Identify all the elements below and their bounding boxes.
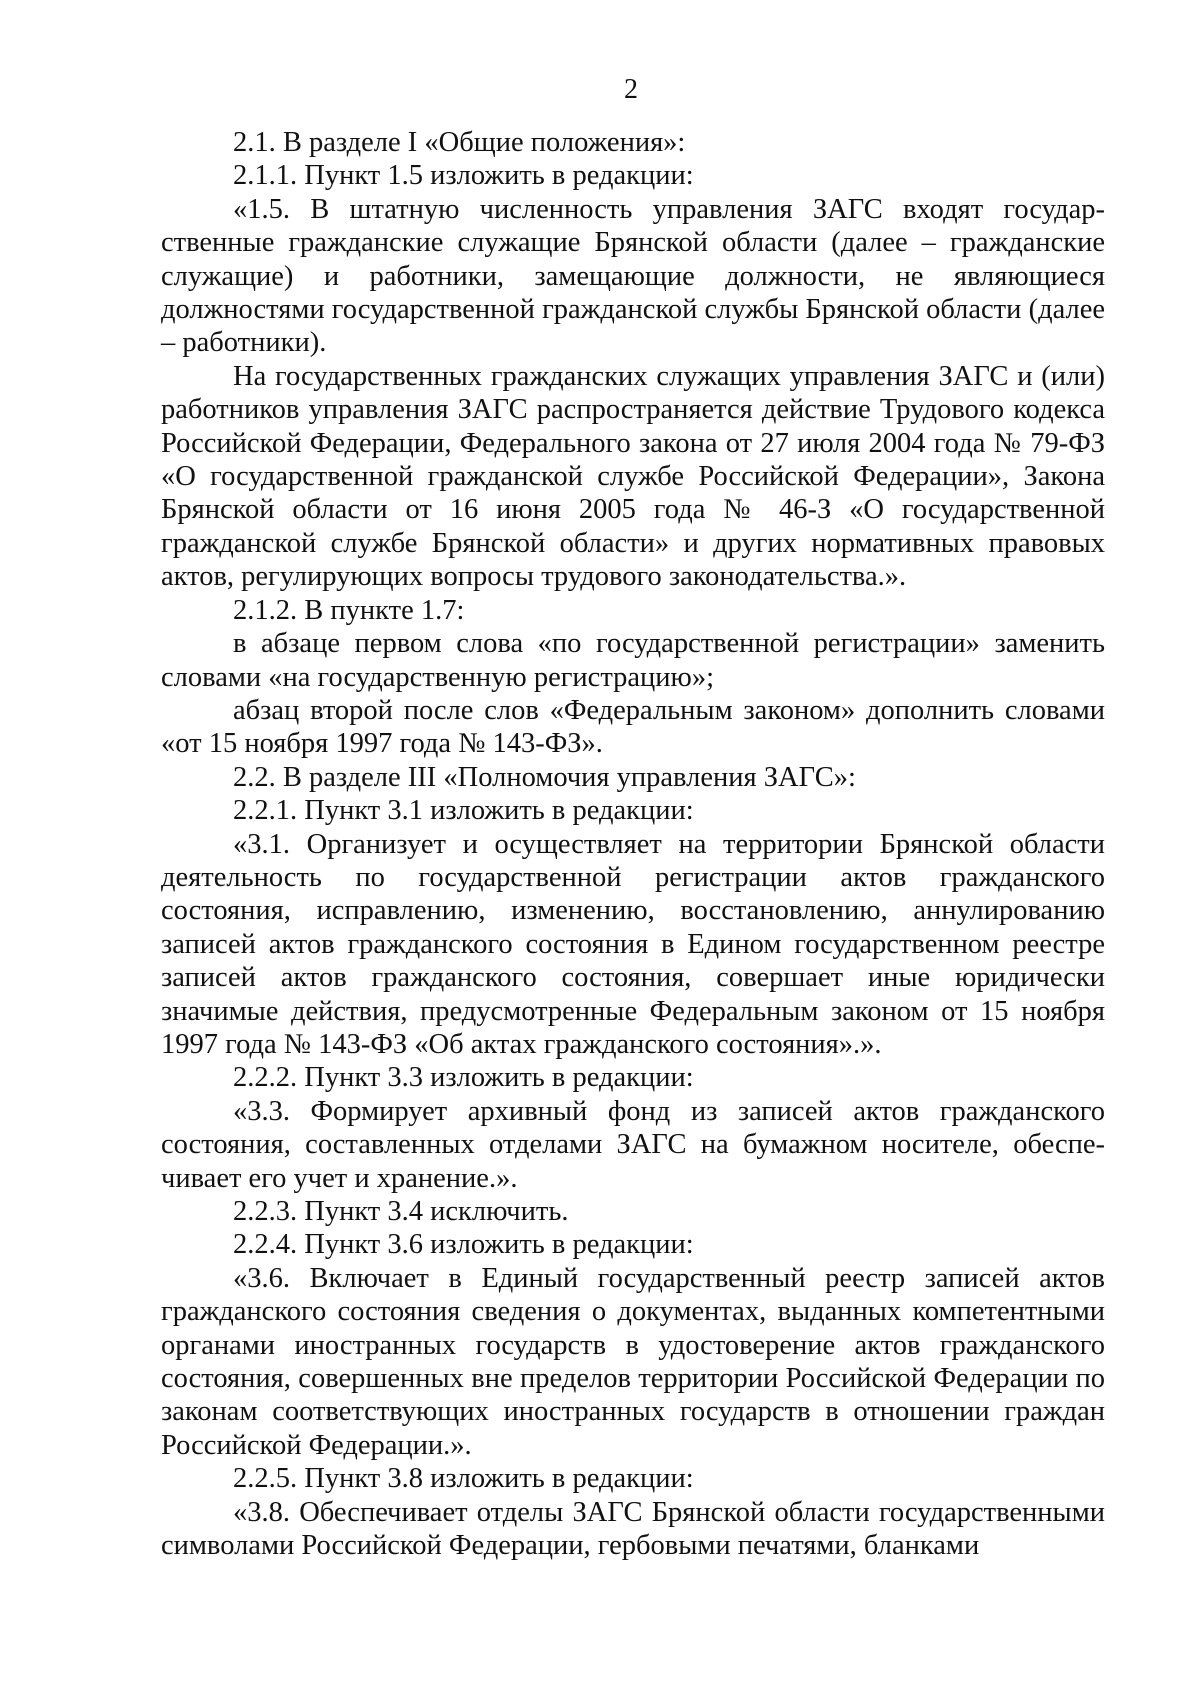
paragraph-2-2-2: 2.2.2. Пункт 3.3 изложить в редакции: [233, 1062, 694, 1094]
paragraph-3-3-quote: «3.3. Формирует архивный фонд из записей актов гражданского состояния, составленных отделами ЗАГС на бумажном носителе, обеспечивает его учет и хранение.». [161, 1095, 1105, 1194]
paragraph-second-abzac: абзац второй после слов «Федеральным законом» дополнить словами «от 15 ноября 1997 года № 143-ФЗ». [161, 694, 1105, 760]
document-body [161, 126, 1105, 1562]
page-number: 2 [624, 74, 638, 105]
paragraph-first-abzac: в абзаце первом слова «по государственной регистрации» заменить словами «на государственную регистрацию»; [161, 628, 1105, 693]
paragraph-2-1-2: 2.1.2. В пункте 1.7: [233, 594, 465, 626]
paragraph-3-1-quote: «3.1. Организует и осуществляет на территории Брянской области деятельность по государственной регистрации актов гражданского состояния, исправлению, изменению, восстановлению, аннулированию записей актов гражданского состояния в Едином государственном реестре записей актов гражданского состояния, совершает иные юридически значимые действия, предусмотренные Федеральным законом от 15 ноября 1997 года № 143-ФЗ «Об актах гражданского состояния».». [161, 828, 1105, 1060]
paragraph-3-8-quote: «3.8. Обеспечивает отделы ЗАГС Брянской области государственными символами Российской Федерации, гербовыми печатями, бланками [161, 1496, 1105, 1562]
paragraph-2-2-5: 2.2.5. Пункт 3.8 изложить в редакции: [233, 1463, 694, 1495]
paragraph-2-2-3: 2.2.3. Пункт 3.4 исключить. [233, 1196, 569, 1227]
paragraph-labor-law: На государственных гражданских служащих управления ЗАГС и (или) работников управления ЗАГС распространяется действие Трудового кодекса Российской Федерации, Федерального закона от 27 июля 2004 года № 79-ФЗ «О государственной гражданской службе Российской Федерации», Закона Брянской области от 16 июня 2005 года № 46-З «О государственной гражданской службе Брянской области» и других нормативных правовых актов, регулирующих вопросы трудового законодательства.». [161, 360, 1105, 593]
paragraph-3-6-quote: «3.6. Включает в Единый государственный реестр записей актов гражданского состояния сведения о документах, выданных компетентными органами иностранных государств в удостоверение актов гражданского состояния, совершенных вне пределов территории Российской Федерации по законам соответствующих иностранных государств в отношении граждан Российской Федерации.». [161, 1262, 1105, 1461]
paragraph-2-2-4: 2.2.4. Пункт 3.6 изложить в редакции: [233, 1229, 694, 1261]
paragraph-2-2-1: 2.2.1. Пункт 3.1 изложить в редакции: [233, 795, 694, 827]
paragraph-1-5-quote: «1.5. В штатную численность управления ЗАГС входят государственные гражданские служащие Брянской области (далее – гражданские служащие) и работники, замещающие должности, не являющиеся должностями государственной гражданской службы Брянской области (далее – работники). [161, 193, 1105, 359]
paragraph-2-1-1: 2.1.1. Пункт 1.5 изложить в редакции: [233, 160, 694, 192]
paragraph-2-2: 2.2. В разделе III «Полномочия управления ЗАГС»: [233, 761, 856, 793]
paragraph-2-1: 2.1. В разделе I «Общие положения»: [233, 127, 686, 158]
